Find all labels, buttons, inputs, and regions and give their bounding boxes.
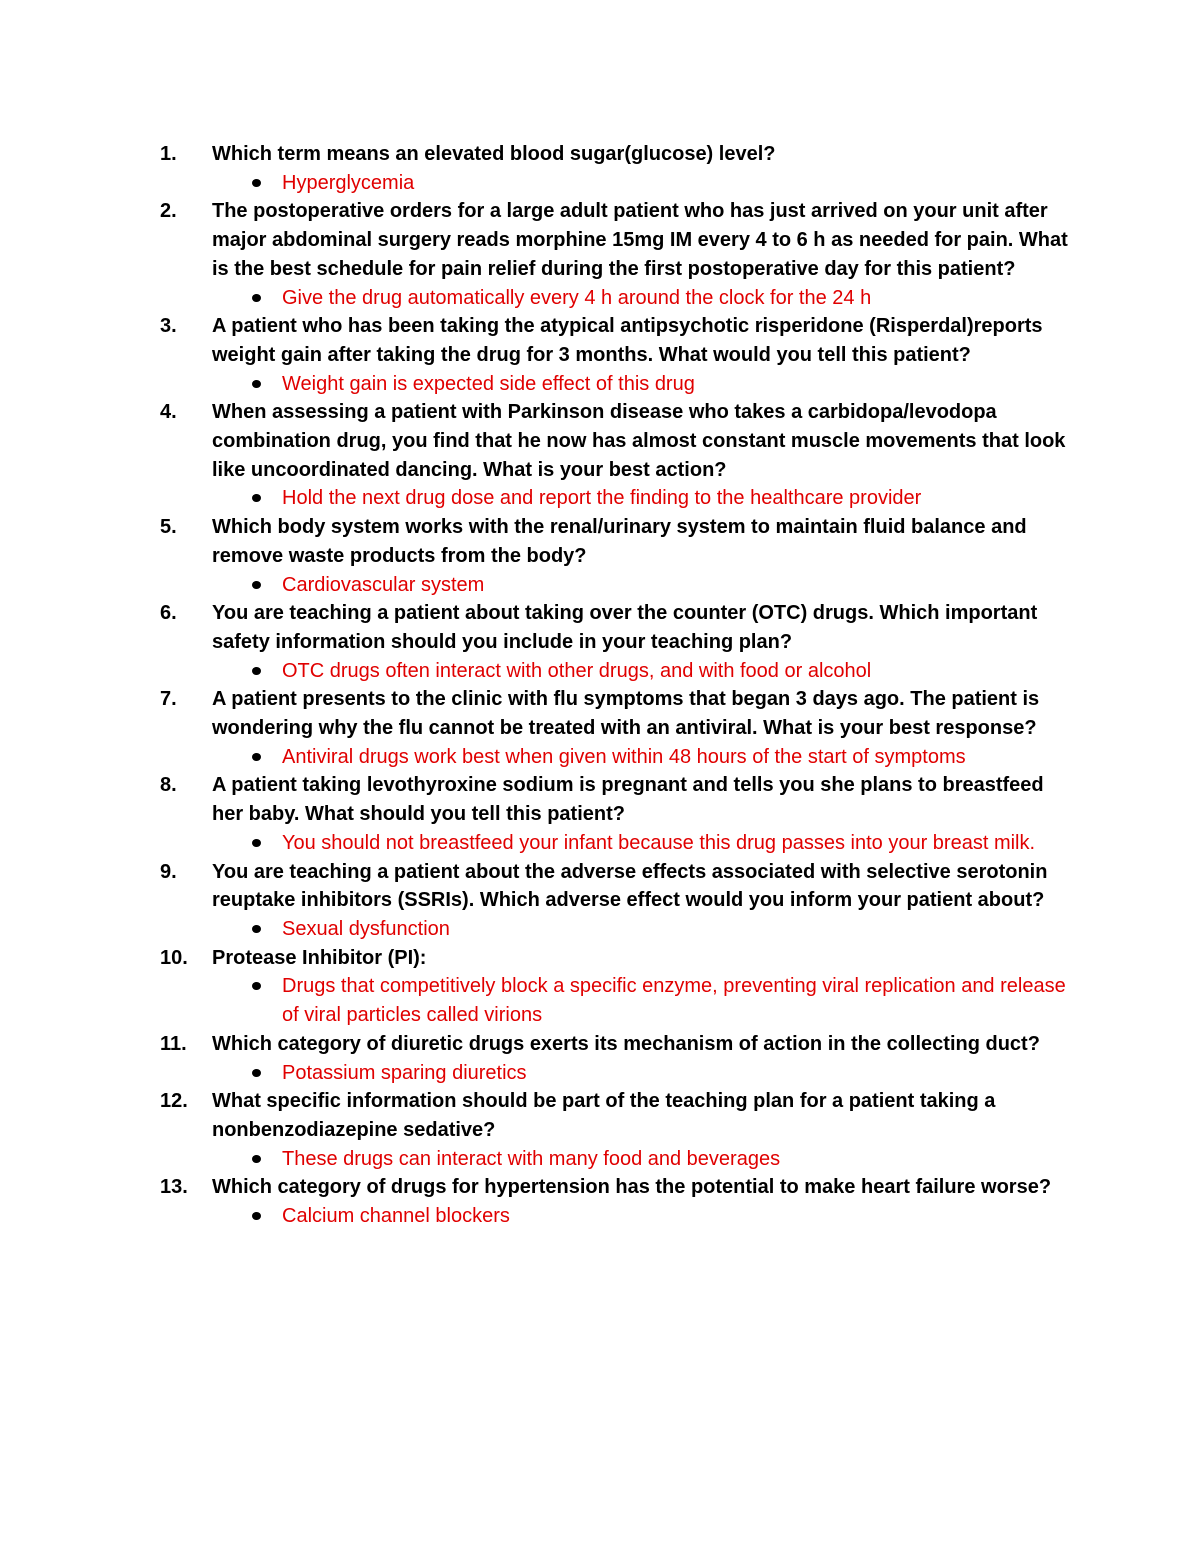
list-item — [160, 858, 1080, 944]
question — [160, 1173, 1080, 1202]
answer-text: Drugs that competitively block a specific enzyme, preventing viral replication and release of viral particles called virions — [282, 975, 1066, 1027]
answer — [160, 1202, 1080, 1231]
bullet-icon — [244, 743, 282, 772]
answer — [160, 829, 1080, 858]
list-item — [160, 685, 1080, 771]
question — [160, 140, 1080, 169]
question-number: 12. — [160, 1090, 188, 1113]
question — [160, 398, 1080, 484]
question-text: Which category of drugs for hypertension has the potential to make heart failure worse? — [212, 1176, 1052, 1199]
question — [160, 197, 1080, 283]
bullet-icon — [244, 1202, 282, 1231]
question-number: 8. — [160, 774, 177, 797]
answer — [160, 169, 1080, 198]
question-number: 3. — [160, 315, 177, 338]
bullet-icon — [244, 1145, 282, 1174]
answer — [160, 743, 1080, 772]
question — [160, 1030, 1080, 1059]
answer-text: These drugs can interact with many food and beverages — [282, 1147, 781, 1170]
question-text: When assessing a patient with Parkinson disease who takes a carbidopa/levodopa combination drug, you find that he now has almost constant muscle movements that look like uncoordinated dancing. What is your best action? — [212, 401, 1066, 481]
answer — [160, 915, 1080, 944]
question-text: Which body system works with the renal/urinary system to maintain fluid balance and remove waste products from the body? — [212, 516, 1027, 567]
answer — [160, 370, 1080, 399]
answer-text: You should not breastfeed your infant because this drug passes into your breast milk. — [282, 831, 1036, 854]
question-number: 7. — [160, 688, 177, 711]
question — [160, 685, 1080, 742]
question — [160, 944, 1080, 973]
list-item — [160, 312, 1080, 398]
answer-text: Sexual dysfunction — [282, 917, 450, 940]
list-item — [160, 771, 1080, 857]
list-item — [160, 1030, 1080, 1087]
answer — [160, 571, 1080, 600]
question-number: 5. — [160, 516, 177, 539]
question-number: 9. — [160, 860, 177, 883]
question-number: 6. — [160, 602, 177, 625]
question-text: You are teaching a patient about taking over the counter (OTC) drugs. Which important safety information should you include in your teaching plan? — [212, 602, 1038, 653]
question-text: Which category of diuretic drugs exerts its mechanism of action in the collecting duct? — [212, 1032, 1040, 1055]
question — [160, 1087, 1080, 1144]
answer — [160, 284, 1080, 313]
answer — [160, 972, 1080, 1029]
answer — [160, 1059, 1080, 1088]
question-text: Which term means an elevated blood sugar(glucose) level? — [212, 143, 776, 165]
question-text: You are teaching a patient about the adverse effects associated with selective serotonin reuptake inhibitors (SSRIs). Which adverse effect would you inform your patient about? — [212, 860, 1048, 912]
question-text: Protease Inhibitor (PI): — [212, 946, 427, 969]
question-text: A patient who has been taking the atypical antipsychotic risperidone (Risperdal)reports weight gain after taking the drug for 3 months. What would you tell this patient? — [212, 315, 1043, 366]
answer-text: Calcium channel blockers — [282, 1205, 510, 1228]
question — [160, 858, 1080, 915]
bullet-icon — [244, 829, 282, 858]
question-text: What specific information should be part of the teaching plan for a patient taking a nonbenzodiazepine sedative? — [212, 1090, 996, 1141]
answer — [160, 657, 1080, 686]
bullet-icon — [244, 370, 282, 399]
list-item — [160, 944, 1080, 1030]
question — [160, 513, 1080, 570]
question-number: 2. — [160, 200, 177, 223]
list-item — [160, 140, 1080, 197]
answer-text: OTC drugs often interact with other drugs, and with food or alcohol — [282, 659, 872, 682]
question-text: The postoperative orders for a large adult patient who has just arrived on your unit after major abdominal surgery reads morphine 15mg IM every 4 to 6 h as needed for pain. What is the best schedule for pain relief during the first postoperative day for this patient? — [212, 200, 1068, 280]
answer-text: Cardiovascular system — [282, 573, 485, 596]
list-item — [160, 1087, 1080, 1173]
list-item — [160, 599, 1080, 685]
question-number: 1. — [160, 143, 177, 165]
question-text: A patient presents to the clinic with flu symptoms that began 3 days ago. The patient is wondering why the flu cannot be treated with an antiviral. What is your best response? — [212, 688, 1040, 740]
question — [160, 771, 1080, 828]
answer-text: Give the drug automatically every 4 h around the clock for the 24 h — [282, 286, 872, 309]
question-text: A patient taking levothyroxine sodium is pregnant and tells you she plans to breastfeed her baby. What should you tell this patient? — [212, 774, 1044, 826]
answer — [160, 1145, 1080, 1174]
question-number: 11. — [160, 1032, 187, 1055]
list-item — [160, 398, 1080, 513]
answer-text: Hyperglycemia — [282, 171, 415, 194]
bullet-icon — [244, 484, 282, 513]
question — [160, 312, 1080, 369]
answer-text: Weight gain is expected side effect of this drug — [282, 372, 695, 395]
question — [160, 599, 1080, 656]
list-item — [160, 197, 1080, 312]
question-number: 4. — [160, 401, 177, 424]
bullet-icon — [244, 169, 282, 198]
question-number: 13. — [160, 1176, 188, 1199]
bullet-icon — [244, 972, 282, 1001]
bullet-icon — [244, 657, 282, 686]
bullet-icon — [244, 1059, 282, 1088]
bullet-icon — [244, 571, 282, 600]
answer — [160, 484, 1080, 513]
question-number: 10. — [160, 946, 188, 969]
question-list — [160, 140, 1080, 1231]
bullet-icon — [244, 915, 282, 944]
list-item — [160, 513, 1080, 599]
bullet-icon — [244, 284, 282, 313]
answer-text: Antiviral drugs work best when given within 48 hours of the start of symptoms — [282, 745, 966, 768]
answer-text: Potassium sparing diuretics — [282, 1061, 527, 1084]
list-item — [160, 1173, 1080, 1230]
answer-text: Hold the next drug dose and report the finding to the healthcare provider — [282, 487, 922, 510]
